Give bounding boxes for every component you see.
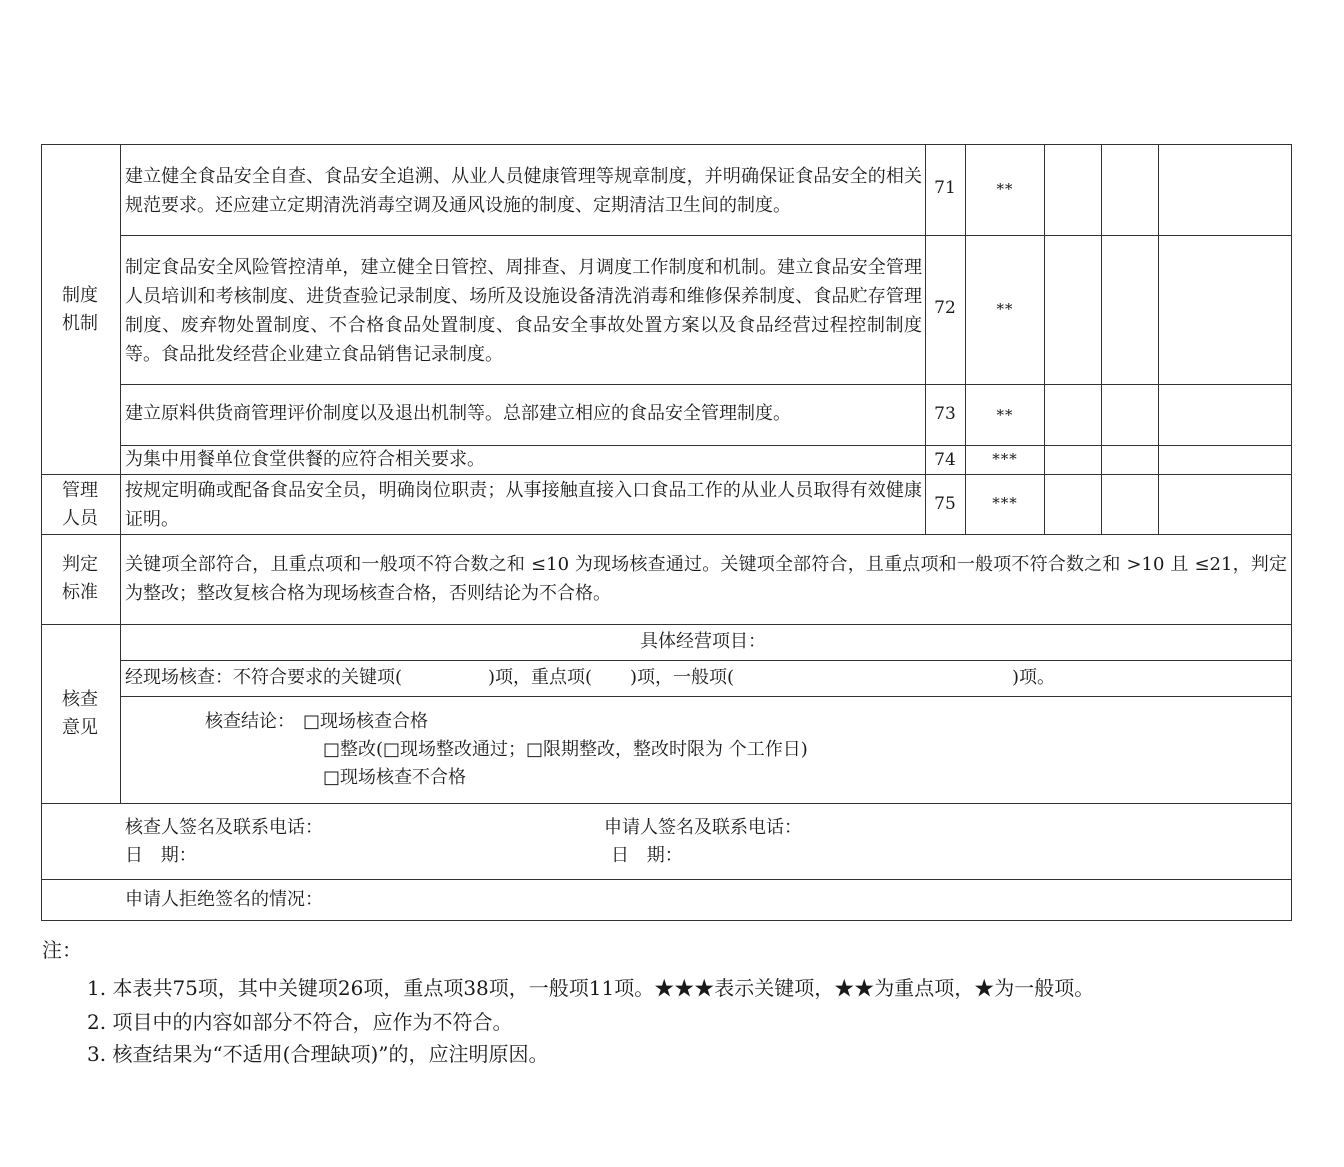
row-75-content: 按规定明确或配备食品安全员，明确岗位职责；从事接触直接入口食品工作的从业人员取得有效健康证明。 <box>125 480 922 530</box>
row-71-content: 建立健全食品安全自查、食品安全追溯、从业人员健康管理等规章制度，并明确保证食品安全的相关规范要求。还应建立定期清洗消毒空调及通风设施的制度、定期清洁卫生间的制度。 <box>125 166 922 216</box>
row-75-number: 75 <box>934 494 956 514</box>
category-opinion-line1: 核查 <box>62 689 98 710</box>
finding-end-label: )项。 <box>1012 667 1056 688</box>
row-73-content: 建立原料供货商管理评价制度以及退出机制等。总部建立相应的食品安全管理制度。 <box>125 403 791 424</box>
row-73-number: 73 <box>934 404 956 424</box>
row-74-content: 为集中用餐单位食堂供餐的应符合相关要求。 <box>125 449 485 470</box>
inspector-signature-label: 核查人签名及联系电话： <box>125 817 323 838</box>
finding-general-label: )项，一般项( <box>630 667 735 688</box>
business-items-label: 具体经营项目： <box>640 631 766 652</box>
finding-key-label: 经现场核查：不符合要求的关键项( <box>125 667 403 688</box>
category-criteria-line2: 标准 <box>62 582 98 603</box>
row-74-level: *** <box>992 450 1018 468</box>
conclusion-label: 核查结论： <box>205 711 295 732</box>
inspector-date-label: 日 期： <box>125 845 197 866</box>
row-72-number: 72 <box>934 298 956 318</box>
category-opinion-line2: 意见 <box>62 717 98 738</box>
applicant-signature-label: 申请人签名及联系电话： <box>604 817 802 838</box>
category-system <box>41 282 119 338</box>
row-71-level: ** <box>996 180 1014 198</box>
row-72-content: 制定食品安全风险管控清单，建立健全日管控、周排查、月调度工作制度和机制。建立食品安全管理人员培训和考核制度、进货查验记录制度、场所及设施设备清洗消毒和维修保养制度、食品贮存管理制度、废弃物处置制度、不合格食品处置制度、食品安全事故处置方案以及食品经营过程控制制度等。食品批发经营企业建立食品销售记录制度。 <box>125 257 922 365</box>
category-system-line1: 制度 <box>62 285 98 306</box>
note-item-2: 2. 项目中的内容如部分不符合，应作为不符合。 <box>87 1010 513 1034</box>
option-pass[interactable]: □现场核查合格 <box>303 711 429 732</box>
applicant-date-label: 日 期： <box>611 845 683 866</box>
category-system-line2: 机制 <box>62 313 98 334</box>
row-71-number: 71 <box>934 178 956 198</box>
category-staff <box>41 477 119 533</box>
category-opinion <box>41 686 119 742</box>
option-fail[interactable]: □现场核查不合格 <box>323 767 467 788</box>
finding-major-label: )项，重点项( <box>488 667 593 688</box>
option-rectify[interactable]: □整改(□现场整改通过；□限期整改，整改时限为 个工作日) <box>323 739 808 760</box>
note-item-3: 3. 核查结果为“不适用(合理缺项)”的，应注明原因。 <box>87 1042 549 1066</box>
row-74-number: 74 <box>934 450 956 470</box>
refusal-label: 申请人拒绝签名的情况： <box>125 889 323 910</box>
row-75-level: *** <box>992 494 1018 512</box>
category-staff-line2: 人员 <box>62 508 98 529</box>
category-criteria <box>41 551 119 607</box>
criteria-text: 关键项全部符合，且重点项和一般项不符合数之和 ≤10 为现场核查通过。关键项全部符合，且重点项和一般项不符合数之和 >10 且 ≤21，判定为整改；整改复核合格为现场核查合格，否则结论为不合格。 <box>125 554 1287 604</box>
note-item-1: 1. 本表共75项，其中关键项26项，重点项38项，一般项11项。★★★表示关键项，★★为重点项，★为一般项。 <box>87 976 1095 1000</box>
row-72-level: ** <box>996 300 1014 318</box>
row-73-level: ** <box>996 406 1014 424</box>
notes-title: 注： <box>42 938 82 962</box>
category-staff-line1: 管理 <box>62 480 98 501</box>
category-criteria-line1: 判定 <box>62 554 98 575</box>
